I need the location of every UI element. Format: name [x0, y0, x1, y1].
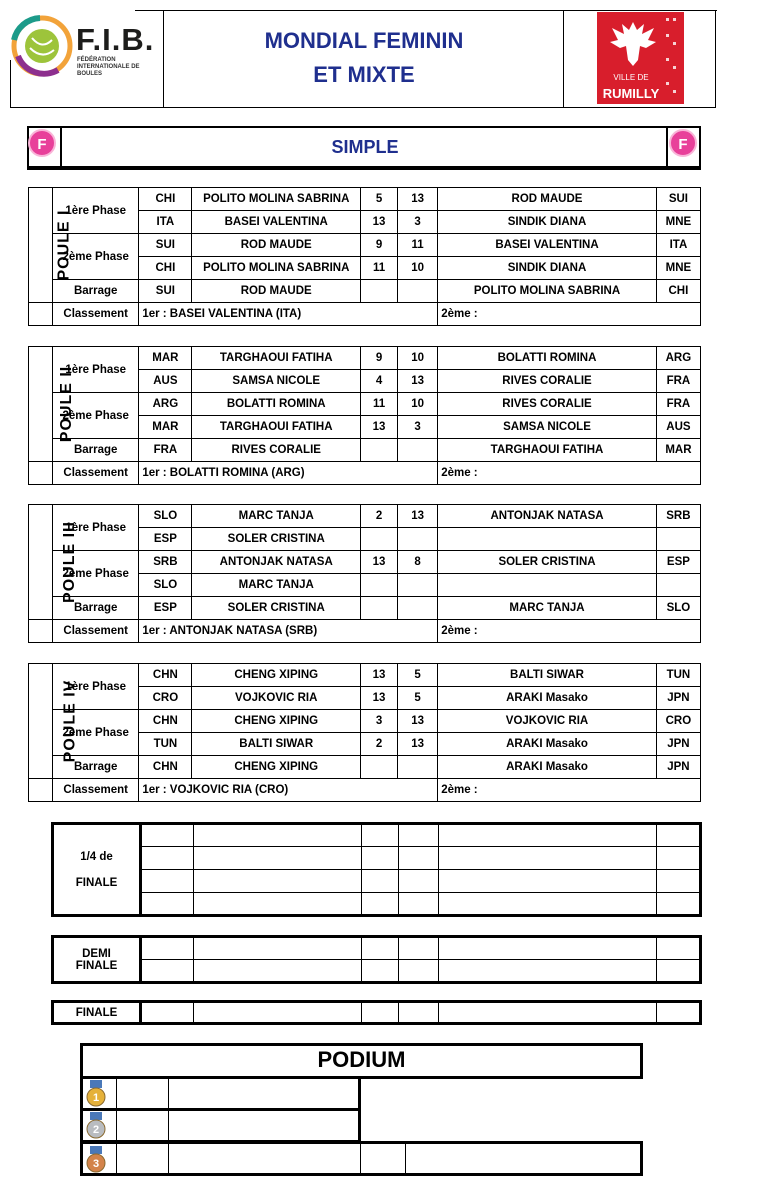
semi-final-label-line2: FINALE [75, 959, 118, 972]
score [360, 756, 397, 779]
country-code: CHN [139, 710, 192, 733]
player-name: RIVES CORALIE [438, 370, 657, 393]
country-code: ITA [656, 234, 700, 257]
quarter-final-table [51, 822, 702, 917]
poule-table [28, 187, 701, 326]
title-line-1: MONDIAL FEMININ [264, 28, 464, 53]
score: 3 [398, 211, 438, 234]
score: 11 [360, 257, 397, 280]
score [360, 574, 397, 597]
score: 10 [398, 257, 438, 280]
player-name: SOLER CRISTINA [438, 551, 657, 574]
table-row [29, 597, 701, 620]
country-code: FRA [139, 439, 192, 462]
table-row [29, 234, 701, 257]
cell [362, 893, 399, 916]
poule-table [28, 504, 701, 643]
classement-label: Classement [53, 620, 139, 643]
country-code: CHI [139, 257, 192, 280]
score: 13 [398, 188, 438, 211]
country-code: SLO [139, 574, 192, 597]
player-name [438, 574, 657, 597]
score: 10 [398, 347, 438, 370]
podium-divider-1 [80, 1108, 361, 1111]
player-name: SOLER CRISTINA [192, 597, 361, 620]
header-divider-left [163, 10, 164, 108]
country-code: ESP [656, 551, 700, 574]
cell [439, 847, 657, 870]
country-code: ESP [139, 528, 192, 551]
country-code: MNE [656, 211, 700, 234]
poule-name-text: POULE I [55, 209, 73, 281]
category-badge-right: F [669, 129, 697, 157]
country-code: CHI [656, 280, 700, 303]
cell [141, 937, 194, 960]
country-code: SUI [139, 280, 192, 303]
player-name: BALTI SIWAR [192, 733, 361, 756]
score: 13 [398, 710, 438, 733]
medal-rank: 1 [92, 1092, 100, 1104]
player-name: ARAKI Masako [438, 756, 657, 779]
player-name: MARC TANJA [192, 505, 361, 528]
cell [194, 960, 362, 983]
country-code: SRB [139, 551, 192, 574]
federation-name: FÉDÉRATION INTERNATIONALE DE BOULES [77, 57, 140, 77]
country-code: MAR [656, 439, 700, 462]
country-code: CRO [656, 710, 700, 733]
cell [362, 937, 399, 960]
cell [194, 1002, 362, 1024]
score: 13 [360, 211, 397, 234]
phase-label: 2ème Phase [53, 551, 139, 597]
semi-final-label-line1: DEMI [82, 947, 111, 960]
score: 3 [398, 416, 438, 439]
player-name: VOJKOVIC RIA [192, 687, 361, 710]
classement-second: 2ème : [438, 620, 701, 643]
player-name: TARGHAOUI FATIHA [192, 347, 361, 370]
country-code: JPN [656, 687, 700, 710]
poule-name-text: POULE III [60, 521, 78, 603]
player-name: ANTONJAK NATASA [192, 551, 361, 574]
player-name: SAMSA NICOLE [192, 370, 361, 393]
pattern-decoration [664, 14, 682, 102]
country-code: SUI [656, 188, 700, 211]
country-code: TUN [656, 664, 700, 687]
eagle-icon [606, 16, 660, 70]
score: 10 [398, 393, 438, 416]
phase-label: Barrage [53, 280, 139, 303]
quarter-final-label [53, 824, 141, 916]
cell [657, 937, 701, 960]
cell [141, 870, 194, 893]
score: 11 [398, 234, 438, 257]
poule-name [29, 188, 73, 303]
player-name: BASEI VALENTINA [438, 234, 657, 257]
phase-label: 2ème Phase [53, 393, 139, 439]
federation-abbr: F.I.B. [76, 22, 155, 57]
country-code: ARG [656, 347, 700, 370]
score: 13 [398, 370, 438, 393]
classement-second: 2ème : [438, 303, 701, 326]
player-name: TARGHAOUI FATIHA [192, 416, 361, 439]
cell [439, 960, 657, 983]
country-code: SRB [656, 505, 700, 528]
score [360, 439, 397, 462]
fib-logo-mark [10, 10, 74, 84]
table-row [29, 188, 701, 211]
cell [362, 824, 399, 847]
cell [399, 960, 439, 983]
medal-icon [83, 1146, 109, 1174]
cell [399, 870, 439, 893]
event-title: SIMPLE [331, 137, 399, 157]
cell [657, 960, 701, 983]
score: 4 [360, 370, 397, 393]
score [398, 574, 438, 597]
player-name: ROD MAUDE [438, 188, 657, 211]
score: 8 [398, 551, 438, 574]
medal-rank: 3 [92, 1158, 100, 1170]
table-row [29, 393, 701, 416]
poule-name-text: POULE II [58, 365, 76, 443]
podium-third-col-a [360, 1141, 361, 1176]
score [360, 280, 397, 303]
country-code: CHN [139, 756, 192, 779]
cell [194, 870, 362, 893]
score: 2 [360, 733, 397, 756]
cell [141, 824, 194, 847]
table-row [29, 779, 701, 802]
player-name: SAMSA NICOLE [438, 416, 657, 439]
classement-second: 2ème : [438, 462, 701, 485]
cell [657, 870, 701, 893]
country-code: MAR [139, 347, 192, 370]
country-code: CRO [139, 687, 192, 710]
score: 9 [360, 347, 397, 370]
semi-final-label [53, 937, 141, 983]
score: 5 [398, 664, 438, 687]
table-row [29, 551, 701, 574]
player-name: CHENG XIPING [192, 664, 361, 687]
score: 5 [360, 188, 397, 211]
cell [399, 1002, 439, 1024]
player-name [438, 528, 657, 551]
country-code: AUS [656, 416, 700, 439]
table-row [29, 303, 701, 326]
country-code: MNE [656, 257, 700, 280]
phase-label: Barrage [53, 597, 139, 620]
player-name: MARC TANJA [192, 574, 361, 597]
score [398, 280, 438, 303]
player-name: RIVES CORALIE [438, 393, 657, 416]
poule-corner-cell [29, 779, 53, 802]
cell [399, 937, 439, 960]
poule-name [29, 505, 78, 620]
score [360, 597, 397, 620]
classement-label: Classement [53, 462, 139, 485]
score: 13 [360, 664, 397, 687]
player-name: MARC TANJA [438, 597, 657, 620]
country-code: SUI [139, 234, 192, 257]
score: 5 [398, 687, 438, 710]
player-name: SINDIK DIANA [438, 257, 657, 280]
score: 13 [360, 687, 397, 710]
header-top-border [135, 10, 717, 11]
player-name: TARGHAOUI FATIHA [438, 439, 657, 462]
table-row [29, 710, 701, 733]
player-name: BOLATTI ROMINA [438, 347, 657, 370]
final-label: FINALE [53, 1002, 141, 1024]
table-row [29, 280, 701, 303]
poule-corner-cell [29, 303, 53, 326]
phase-label: 2ème Phase [53, 710, 139, 756]
semi-final-table [51, 935, 702, 984]
cell [439, 1002, 657, 1024]
cell [141, 1002, 194, 1024]
player-name: BASEI VALENTINA [192, 211, 361, 234]
cell [657, 824, 701, 847]
cell [399, 893, 439, 916]
cell [399, 847, 439, 870]
country-code: JPN [656, 756, 700, 779]
title-line-2: ET MIXTE [313, 62, 415, 87]
poule-corner-cell [29, 620, 53, 643]
country-code: ESP [139, 597, 192, 620]
cell [362, 870, 399, 893]
podium-title: PODIUM [317, 1047, 406, 1072]
player-name: ARAKI Masako [438, 733, 657, 756]
table-row [29, 756, 701, 779]
score: 3 [360, 710, 397, 733]
medal-rank: 2 [92, 1124, 100, 1136]
table-row [29, 347, 701, 370]
table-row [29, 439, 701, 462]
country-code: CHI [139, 188, 192, 211]
country-code: JPN [656, 733, 700, 756]
phase-label: 2ème Phase [53, 234, 139, 280]
phase-label: 1ère Phase [53, 505, 139, 551]
cell [194, 893, 362, 916]
player-name: RIVES CORALIE [192, 439, 361, 462]
cell [194, 937, 362, 960]
classement-label: Classement [53, 303, 139, 326]
score: 13 [398, 505, 438, 528]
score [398, 439, 438, 462]
player-name: BOLATTI ROMINA [192, 393, 361, 416]
score [398, 756, 438, 779]
country-code: ITA [139, 211, 192, 234]
page-title [165, 24, 563, 92]
table-row [29, 620, 701, 643]
cell [657, 1002, 701, 1024]
cell [194, 847, 362, 870]
player-name: BALTI SIWAR [438, 664, 657, 687]
city-name: RUMILLY [602, 86, 660, 101]
cell [439, 893, 657, 916]
classement-first: 1er : BOLATTI ROMINA (ARG) [139, 462, 438, 485]
cell [362, 1002, 399, 1024]
table-row [29, 462, 701, 485]
final-table [51, 1000, 702, 1025]
phase-label: 1ère Phase [53, 188, 139, 234]
classement-second: 2ème : [438, 779, 701, 802]
player-name: ARAKI Masako [438, 687, 657, 710]
cell [362, 847, 399, 870]
quarter-final-label-line2: FINALE [75, 876, 118, 889]
cell [439, 937, 657, 960]
podium-third-col-b [405, 1141, 406, 1176]
country-code: FRA [656, 393, 700, 416]
medal-icon [83, 1112, 109, 1140]
player-name: ROD MAUDE [192, 280, 361, 303]
score [398, 528, 438, 551]
country-code: MAR [139, 416, 192, 439]
cell [141, 960, 194, 983]
poule-name-text: POULE IV [61, 679, 79, 763]
country-code: TUN [139, 733, 192, 756]
score [398, 597, 438, 620]
player-name: ANTONJAK NATASA [438, 505, 657, 528]
score: 13 [398, 733, 438, 756]
player-name: ROD MAUDE [192, 234, 361, 257]
medal-icon [83, 1080, 109, 1108]
poule-table [28, 346, 701, 485]
player-name: SINDIK DIANA [438, 211, 657, 234]
poule-table [28, 663, 701, 802]
country-code: FRA [656, 370, 700, 393]
country-code: SLO [139, 505, 192, 528]
country-code [656, 574, 700, 597]
poule-corner-cell [29, 462, 53, 485]
country-code: AUS [139, 370, 192, 393]
phase-label: 1ère Phase [53, 347, 139, 393]
cell [362, 960, 399, 983]
score: 11 [360, 393, 397, 416]
cell [194, 824, 362, 847]
category-badge-left: F [28, 129, 56, 157]
quarter-final-label-line1: 1/4 de [80, 850, 113, 863]
poule-name [29, 664, 79, 779]
cell [657, 893, 701, 916]
score [360, 528, 397, 551]
cell [399, 824, 439, 847]
player-name: POLITO MOLINA SABRINA [192, 188, 361, 211]
poule-name [29, 347, 76, 462]
country-code [656, 528, 700, 551]
cell [439, 824, 657, 847]
table-row [29, 505, 701, 528]
phase-label: 1ère Phase [53, 664, 139, 710]
score: 2 [360, 505, 397, 528]
header-right-border [715, 10, 716, 108]
cell [141, 847, 194, 870]
country-code: ARG [139, 393, 192, 416]
player-name: VOJKOVIC RIA [438, 710, 657, 733]
city-prefix: VILLE DE [613, 73, 649, 82]
score: 13 [360, 551, 397, 574]
phase-label: Barrage [53, 756, 139, 779]
header-bottom-border [10, 107, 715, 108]
player-name: CHENG XIPING [192, 710, 361, 733]
player-name: POLITO MOLINA SABRINA [192, 257, 361, 280]
country-code: CHN [139, 664, 192, 687]
player-name: CHENG XIPING [192, 756, 361, 779]
phase-label: Barrage [53, 439, 139, 462]
player-name: SOLER CRISTINA [192, 528, 361, 551]
classement-first: 1er : ANTONJAK NATASA (SRB) [139, 620, 438, 643]
classement-label: Classement [53, 779, 139, 802]
classement-first: 1er : VOJKOVIC RIA (CRO) [139, 779, 438, 802]
table-row [29, 664, 701, 687]
player-name: POLITO MOLINA SABRINA [438, 280, 657, 303]
podium-third-box [80, 1141, 643, 1176]
cell [141, 893, 194, 916]
cell [657, 847, 701, 870]
score: 13 [360, 416, 397, 439]
cell [439, 870, 657, 893]
country-code: SLO [656, 597, 700, 620]
header-divider-right [563, 10, 564, 108]
classement-first: 1er : BASEI VALENTINA (ITA) [139, 303, 438, 326]
score: 9 [360, 234, 397, 257]
